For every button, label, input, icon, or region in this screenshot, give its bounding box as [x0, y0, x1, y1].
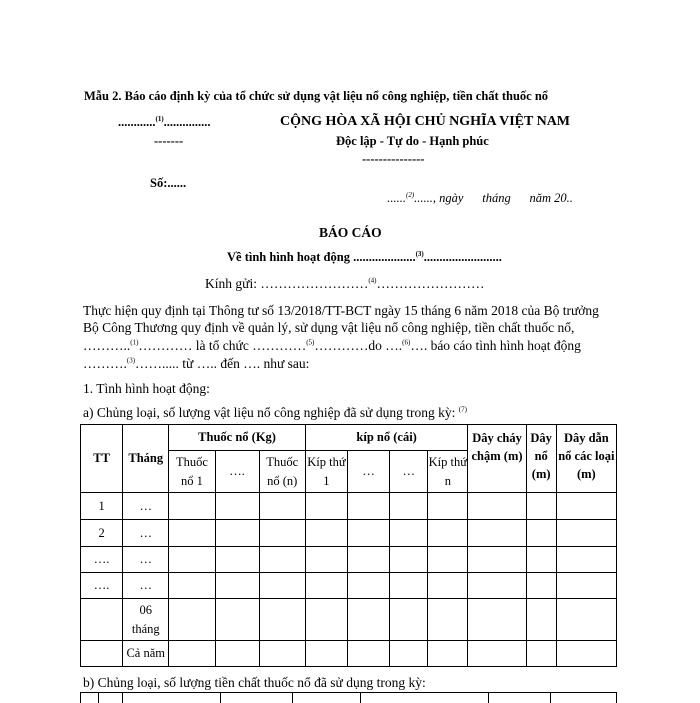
table-row [81, 573, 617, 599]
note-ref-4: (4) [368, 276, 377, 285]
section-a-text: a) Chủng loại, số lượng vật liệu nổ công nghiệp đã sử dụng trong kỳ: [83, 405, 456, 420]
note-ref-3: (3) [415, 249, 424, 258]
cell-month: Cả năm [123, 641, 169, 667]
subheader-detonator-etc: … [347, 451, 389, 493]
note-ref-6: (6) [402, 338, 411, 347]
header-detonating-cord: Dây nổ (m) [526, 425, 556, 493]
motto-divider: --------------- [362, 152, 425, 166]
section-1-heading: 1. Tình hình hoạt động: [83, 381, 210, 396]
cell-tt: 1 [81, 493, 123, 520]
header-month: Tháng [123, 425, 169, 493]
intro-line-1: Thực hiện quy định tại Thông tư số 13/2018/TT-BCT ngày 15 tháng 6 năm 2018 của Bộ trưởng [83, 303, 599, 318]
cell-month: 06 tháng [123, 599, 169, 641]
cell-tt [81, 641, 123, 667]
recipient-text: Kính gửi: …………………… [205, 276, 369, 291]
subheader-detonator-n: Kíp thứ n [428, 451, 468, 493]
subheader-explosive-n: Thuốc nổ (n) [259, 451, 305, 493]
form-title: Mẫu 2. Báo cáo định kỳ của tổ chức sử dụng vật liệu nổ công nghiệp, tiền chất thuốc nổ [84, 89, 549, 103]
table-row [81, 520, 617, 547]
intro-text: ……….. [83, 338, 131, 353]
motto: Độc lập - Tự do - Hạnh phúc [336, 134, 489, 148]
organization-placeholder-left: ............ [118, 115, 156, 129]
header-tt: TT [81, 425, 123, 493]
cell-month: … [123, 573, 169, 599]
cell-tt [81, 599, 123, 641]
cell-month: … [123, 493, 169, 520]
intro-text: …. báo cáo tình hình hoạt động [410, 338, 581, 353]
recipient-tail: …………………… [376, 276, 485, 291]
materials-usage-table [80, 424, 617, 667]
subheader-explosive-1: Thuốc nổ 1 [169, 451, 215, 493]
subheader-detonator-1: Kíp thứ 1 [305, 451, 347, 493]
note-ref-5: (5) [306, 338, 315, 347]
cell-tt: 2 [81, 520, 123, 547]
subheader-explosive-etc: …. [215, 451, 259, 493]
header-safety-fuse: Dây cháy chậm (m) [468, 425, 526, 493]
table-row [81, 493, 617, 520]
report-subject-text: Về tình hình hoạt động .................... [227, 250, 416, 264]
organization-placeholder-right: ............... [163, 115, 211, 129]
date-place-placeholder: ...... [387, 191, 406, 205]
table-row [81, 547, 617, 573]
cell-month: … [123, 547, 169, 573]
cell-tt: …. [81, 547, 123, 573]
date-text: ......, ngày tháng năm 20.. [414, 191, 573, 205]
section-b-heading: b) Chủng loại, số lượng tiền chất thuốc nổ đã sử dụng trong kỳ: [83, 675, 426, 690]
note-ref-3: (3) [126, 356, 136, 365]
cell-tt: …. [81, 573, 123, 599]
intro-line-2: Bộ Công Thương quy định về quản lý, sử dụng vật liệu nổ công nghiệp, tiền chất thuốc nổ, [83, 320, 575, 335]
nation-heading: CỘNG HÒA XÃ HỘI CHỦ NGHĨA VIỆT NAM [280, 114, 571, 129]
header-detonator: kíp nổ (cái) [305, 425, 468, 451]
table-row-full-year [81, 641, 617, 667]
header-shock-tube: Dây dẫn nổ các loại (m) [556, 425, 616, 493]
intro-text: ………… là tổ chức ………… [138, 338, 307, 353]
intro-text: ……..... từ ….. đến …. như sau: [135, 356, 310, 371]
report-subject-tail: ......................... [423, 250, 502, 264]
subheader-detonator-etc: … [390, 451, 428, 493]
intro-line-4 [83, 356, 309, 372]
report-title: BÁO CÁO [319, 225, 382, 240]
intro-text: ………. [83, 356, 127, 371]
organization-divider: ------- [154, 134, 184, 148]
date-line [381, 176, 573, 206]
note-ref-1: (1) [155, 114, 164, 123]
note-ref-2: (2) [406, 190, 415, 199]
note-ref-7: (7) [458, 405, 467, 414]
document-number: Số:...... [150, 176, 187, 190]
cell-month: … [123, 520, 169, 547]
recipient-line [205, 276, 485, 292]
note-ref-1: (1) [130, 338, 139, 347]
next-table-top-edge [80, 692, 617, 703]
section-a-heading [83, 405, 467, 421]
table-row-six-months [81, 599, 617, 641]
header-explosive: Thuốc nổ (Kg) [169, 425, 306, 451]
intro-line-3 [83, 338, 581, 354]
intro-text: …………do …. [314, 338, 403, 353]
report-subject [227, 250, 502, 265]
organization-line [118, 115, 211, 130]
